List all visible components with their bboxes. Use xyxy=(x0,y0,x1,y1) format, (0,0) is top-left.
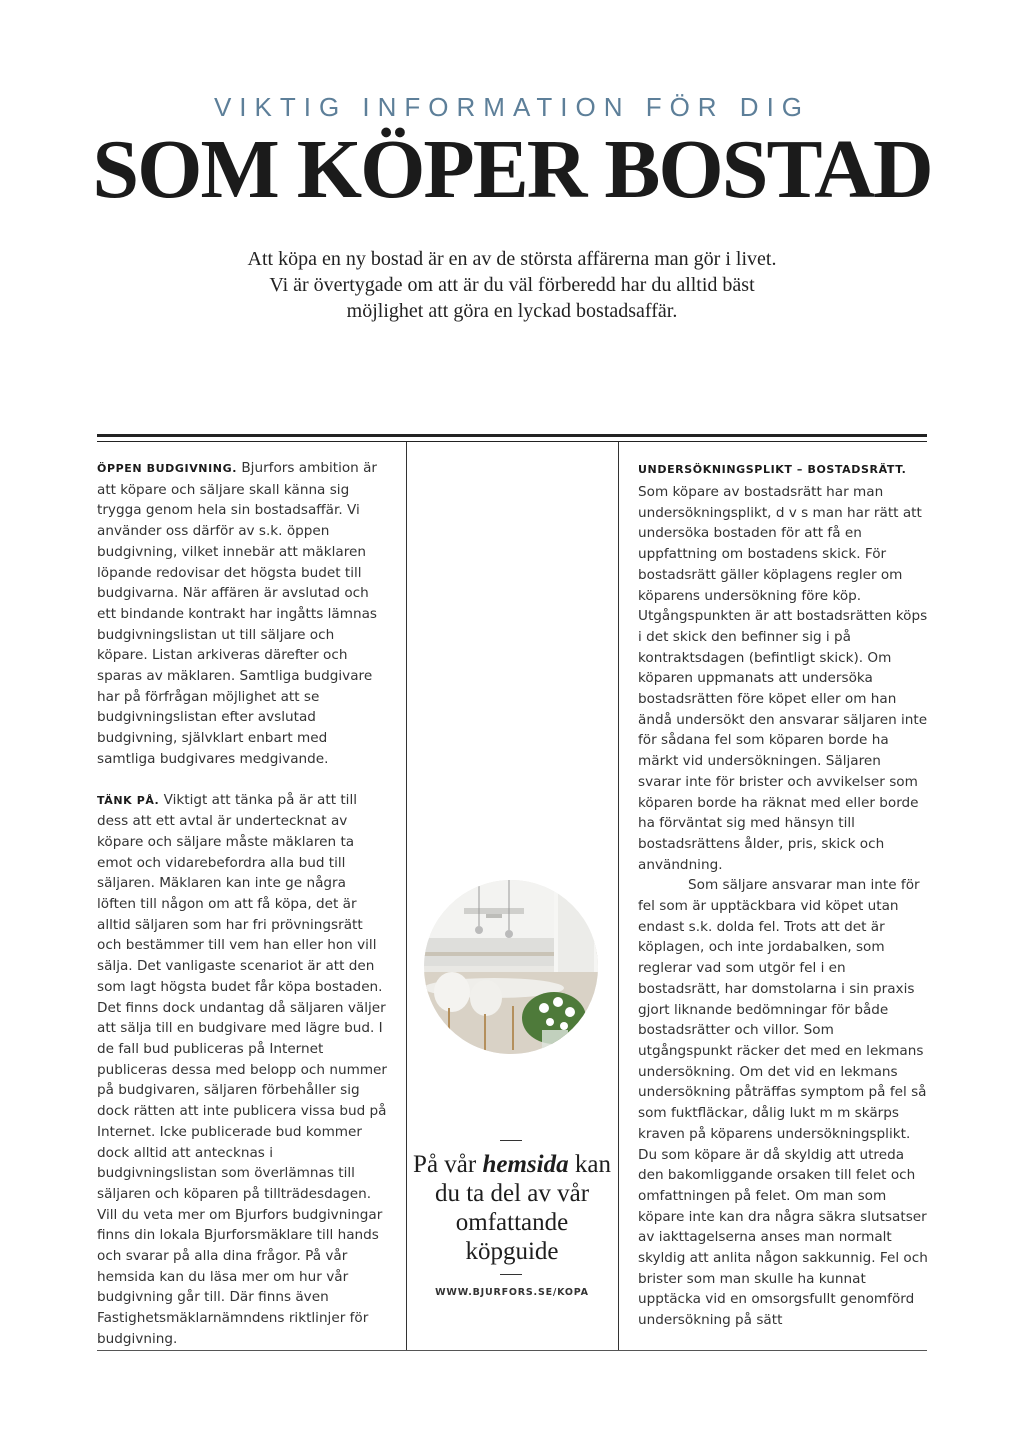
section-heading: TÄNK PÅ. xyxy=(97,793,160,807)
website-link[interactable]: WWW.BJURFORS.SE/KOPA xyxy=(435,1287,589,1298)
right-column xyxy=(638,458,928,1351)
section-open-bidding xyxy=(97,458,389,770)
column-divider-right xyxy=(618,442,619,1350)
section-text: Bjurfors ambition är att köpare och säljare skall känna sig trygga genom hela sin bostadsaffär. Vi använder oss därför av s.k. öppen budgivning, vilket innebär att mäklaren löpande redovisar det högsta budet till budgivarna. När affären är avslutad och ett bindande kontrakt har ingåtts lämnas budgivningslistan ut till säljare och köpare. Listan arkiveras därefter och sparas av mäklaren. Samtliga budgivare har på förfrågan möjlighet att se budgivningslistan efter avslutad budgivning, självklart enbart med samtliga budgivares medgivande. xyxy=(97,460,378,767)
top-rule-thin xyxy=(97,441,927,442)
header-kicker: VIKTIG INFORMATION FÖR DIG xyxy=(213,92,811,122)
section-text: Viktigt att tänka på är att till dess att ett avtal är undertecknat av köpare och säljare måste mäklaren ta emot och vidarebefordra alla bud till säljaren. Mäklaren kan inte ge några löften till någon om att få köpa, det är alltid säljaren som har fri prövningsrätt och bestämmer till vem han eller hon vill sälja. Det vanligaste scenariot är att den som lagt högsta budet får köpa bostaden. Det finns dock undantag då säljaren väljer att sälja till en budgivare med lägre bud. I de fall bud publiceras på Internet publiceras dessa med belopp och nummer på budgivaren, säljaren förbehåller sig dock rätten att inte publicera vissa bud på Internet. Icke publicerade bud kommer dock alltid att antecknas i budgivningslistan som överlämnas till säljaren och köparen på tillträdesdagen. Vill du veta mer om Bjurfors budgivningar finns din lokala Bjurforsmäklare till hands och svarar på alla dina frågor. På vår hemsida kan du läsa mer om hur vår budgivning går till. Där finns även Fastighetsmäklarnämndens riktlinjer för budgivning. xyxy=(97,791,388,1347)
promo-emphasis: hemsida xyxy=(482,1151,569,1178)
promo-text xyxy=(412,1150,612,1266)
promo-dash-top xyxy=(500,1140,522,1141)
promo-prefix: På vår xyxy=(413,1151,483,1178)
kitchen-photo xyxy=(424,880,598,1054)
intro-text: Att köpa en ny bostad är en av de största affärerna man gör i livet. Vi är övertygade om att är du väl förberedd har du alltid bäst möjlighet att göra en lyckad bostadsaffär. xyxy=(247,248,777,322)
section-text: Som köpare av bostadsrätt har man undersökningsplikt, d v s man har rätt att undersöka bostaden för att få en uppfattning om bostadens skick. För bostadsrätt gäller köplagens regler om köparens undersökning före köp. Utgångspunkten är att bostadsrätten köps i det skick den befinner sig i på kontraktsdagen (befintligt skick). Om köparen uppmanats att undersöka bostadsrätten före köpet eller om han ändå undersökt den ansvarar säljaren inte för sådana fel som köparen borde ha märkt vid undersökningen. Säljaren svarar inte för brister och avvikelser som köparen borde ha räknat med eller borde ha förväntat sig med hänsyn till bostadsrättens ålder, pris, skick och användning. xyxy=(638,484,928,873)
page-title: SOM KÖPER BOSTAD xyxy=(92,123,932,216)
section-text: Som säljare ansvarar man inte för fel som är upptäckbara vid köpet utan endast s.k. dolda fel. Trots att det är köplagen, och inte jordabalken, som reglerar vad som utgör fel i en bostadsrätt, har domstolarna i sin praxis gjort liknande bedömningar för både bostadsrätter och villor. Som utgångspunkt räcker det med en lekmans undersökning. Om det vid en lekmans undersökning påträffas symptom på fel så som fuktfläckar, dålig lukt m m skärps kraven på köparens undersökningsplikt. Du som köpare är då skyldig att utreda den bakomliggande orsaken till felet och omfattningen på felet. Om man som köpare inte kan dra några säkra slutsatser av iakttagelserna anses man normalt skyldig att anlita någon sakkunnig. Fel och brister som man skulle ha kunnat upptäcka vid en omsorgsfullt genomförd undersökning på sätt xyxy=(638,877,928,1329)
column-divider-left xyxy=(406,442,407,1350)
promo-dash-bottom xyxy=(500,1274,522,1275)
top-rule-thick xyxy=(97,434,927,437)
section-heading: ÖPPEN BUDGIVNING. xyxy=(97,462,238,475)
section-think-about xyxy=(97,790,389,1350)
promo-suffix: kan du ta del av vår omfattande köpguide xyxy=(434,1151,611,1265)
section-heading: UNDERSÖKNINGSPLIKT – BOSTADSRÄTT. xyxy=(638,463,907,476)
left-column xyxy=(97,458,389,1370)
